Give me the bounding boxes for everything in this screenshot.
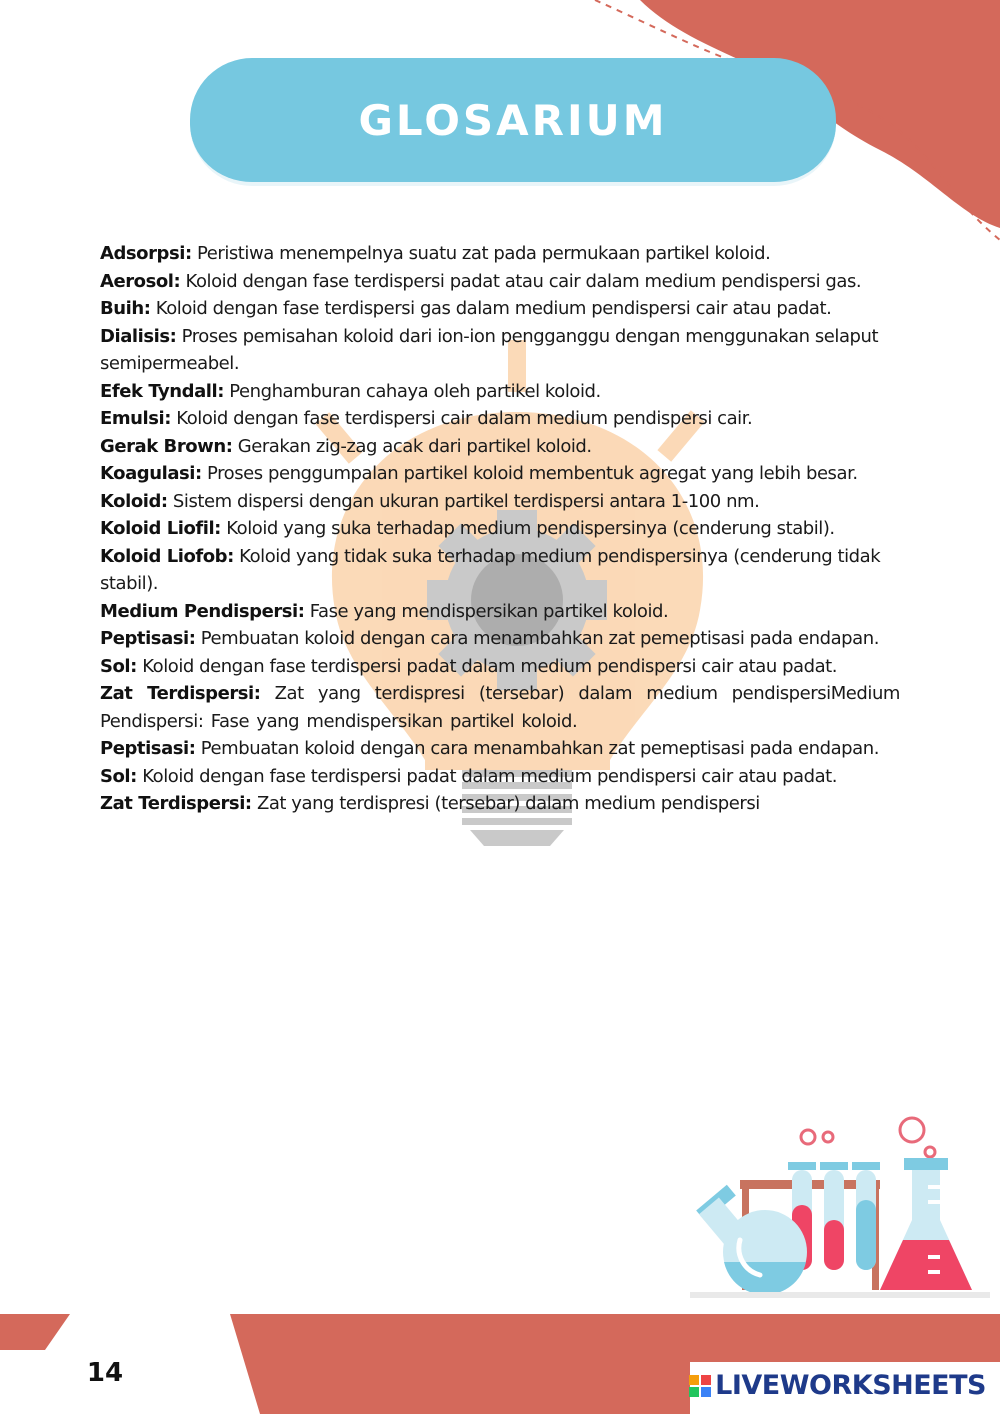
glossary-term: Koloid Liofil:: [100, 518, 221, 539]
glossary-entry: [100, 268, 900, 296]
glossary-entry: [100, 488, 900, 516]
glossary-definition: Pembuatan koloid dengan cara menambahkan zat pemeptisasi pada endapan.: [200, 628, 879, 649]
glossary-entry: [100, 433, 900, 461]
brand-logo: [689, 1370, 986, 1401]
glossary-definition: Zat yang terdispresi (tersebar) dalam medium pendispersiMedium Pendispersi: Fase yang mendispersikan partikel koloid.: [100, 683, 900, 732]
glossary-term: Sol:: [100, 765, 137, 787]
glossary-term: Gerak Brown:: [100, 435, 233, 457]
glossary-definition: Koloid yang suka terhadap medium pendispersinya (cenderung stabil).: [226, 518, 835, 539]
bubble-icon: [823, 1132, 833, 1142]
glossary-term: Buih:: [100, 298, 151, 319]
glossary-definition: Pembuatan koloid dengan cara menambahkan zat pemeptisasi pada endapan.: [200, 738, 879, 759]
test-tube-icon: [852, 1162, 880, 1270]
glossary-definition: Koloid yang tidak suka terhadap medium pendispersinya (cenderung tidak stabil).: [100, 545, 881, 594]
glossary-entry: [100, 543, 900, 598]
glossary-entry: [100, 515, 900, 543]
liveworksheets-logo-icon: [689, 1375, 711, 1397]
brand-name: LIVEWORKSHEETS: [715, 1370, 986, 1401]
bubble-icon: [900, 1118, 924, 1142]
glossary-term: Koloid Liofob:: [100, 545, 234, 567]
glossary-term: Peptisasi:: [100, 628, 196, 649]
glossary-term: Efek Tyndall:: [100, 380, 224, 402]
glossary-entry: [100, 625, 900, 653]
glossary-definition: Koloid dengan fase terdispersi gas dalam medium pendispersi cair atau padat.: [155, 298, 832, 319]
lab-equipment-illustration: [690, 1118, 990, 1298]
glossary-definition: Sistem dispersi dengan ukuran partikel terdispersi antara 1-100 nm.: [172, 490, 760, 512]
glossary-term: Peptisasi:: [100, 738, 196, 759]
glossary-entry: [100, 378, 900, 406]
glossary-definition: Koloid dengan fase terdispersi cair dalam medium pendispersi cair.: [176, 408, 753, 429]
glossary-definition: Gerakan zig-zag acak dari partikel koloid.: [237, 435, 592, 457]
glossary-definition: Proses penggumpalan partikel koloid membentuk agregat yang lebih besar.: [207, 463, 858, 484]
glossary-entry: [100, 460, 900, 488]
page-number: 14: [86, 1358, 124, 1388]
glossary-entry: [100, 763, 900, 791]
glossary-definition: Peristiwa menempelnya suatu zat pada permukaan partikel koloid.: [196, 243, 771, 264]
glossary-term: Dialisis:: [100, 325, 177, 347]
glossary-term: Zat Terdispersi:: [100, 793, 252, 814]
glossary-entry: [100, 405, 900, 433]
test-tube-icon: [820, 1162, 848, 1270]
glossary-term: Medium Pendispersi:: [100, 600, 305, 622]
glossary-entry: [100, 680, 900, 735]
glossary-definition: Penghamburan cahaya oleh partikel koloid.: [229, 380, 601, 402]
glossary-definition: Koloid dengan fase terdispersi padat dalam medium pendispersi cair atau padat.: [142, 765, 838, 787]
glossary-entry: [100, 790, 900, 818]
glossary-entry: [100, 295, 900, 323]
glossary-term: Aerosol:: [100, 270, 181, 292]
erlenmeyer-flask-icon: [880, 1158, 972, 1290]
page-title: GLOSARIUM: [358, 95, 668, 145]
glossary-definition: Proses pemisahan koloid dari ion-ion pengganggu dengan menggunakan selaput semipermeabel.: [100, 325, 879, 374]
glossary-term: Koagulasi:: [100, 463, 202, 484]
title-banner: [190, 58, 836, 186]
glossary-definition: Koloid dengan fase terdispersi padat atau cair dalam medium pendispersi gas.: [185, 270, 862, 292]
bubble-icon: [925, 1147, 935, 1157]
glossary-definition: Koloid dengan fase terdispersi padat dalam medium pendispersi cair atau padat.: [142, 655, 838, 677]
glossary-entry: [100, 653, 900, 681]
glossary-entry: [100, 598, 900, 626]
glossary-term: Emulsi:: [100, 408, 171, 429]
glossary-entry: [100, 323, 900, 378]
glossary-entry: [100, 240, 900, 268]
glossary-term: Koloid:: [100, 490, 168, 512]
bubble-icon: [801, 1130, 815, 1144]
glossary-list: [100, 240, 900, 818]
glossary-definition: Fase yang mendispersikan partikel koloid.: [309, 600, 669, 622]
lab-table-line: [690, 1292, 990, 1298]
glossary-term: Sol:: [100, 655, 137, 677]
glossary-entry: [100, 735, 900, 763]
round-flask-icon: [696, 1185, 807, 1295]
glossary-term: Adsorpsi:: [100, 243, 192, 264]
glossary-term: Zat Terdispersi:: [100, 683, 261, 704]
glossary-definition: Zat yang terdispresi (tersebar) dalam medium pendispersi: [256, 793, 760, 814]
